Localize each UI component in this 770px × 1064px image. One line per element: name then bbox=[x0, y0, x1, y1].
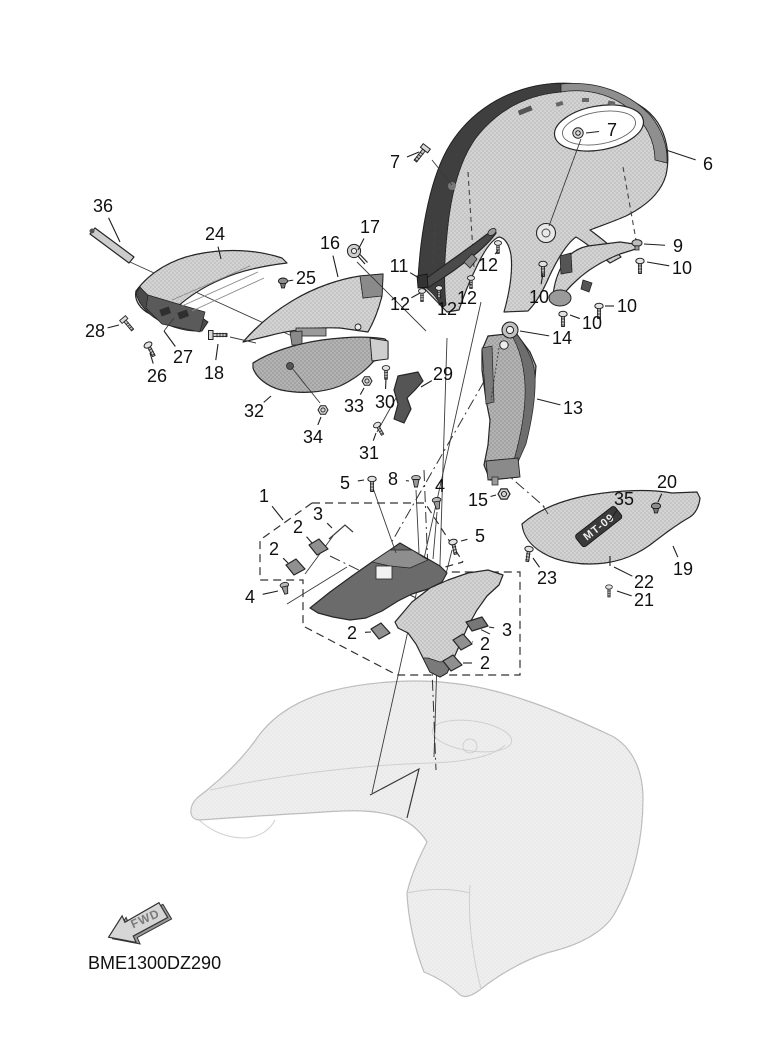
part-6-top-cover bbox=[418, 83, 668, 312]
leader-line-11 bbox=[410, 273, 419, 278]
leader-line-15 bbox=[491, 495, 496, 497]
leader-line-25 bbox=[288, 280, 293, 281]
leader-line-9 bbox=[644, 244, 665, 245]
leader-line-18 bbox=[216, 344, 218, 360]
callout-20: 20 bbox=[656, 472, 678, 492]
callout-34: 34 bbox=[302, 427, 324, 447]
callout-3: 3 bbox=[501, 620, 513, 640]
leader-line-1 bbox=[272, 506, 283, 520]
callout-30: 30 bbox=[374, 392, 396, 412]
leader-line-10 bbox=[570, 315, 580, 319]
leader-line-34 bbox=[318, 417, 321, 425]
part-18-bolt bbox=[209, 331, 228, 340]
callout-12: 12 bbox=[456, 288, 478, 308]
callout-2: 2 bbox=[292, 517, 304, 537]
callout-16: 16 bbox=[319, 233, 341, 253]
part-7-screw-b bbox=[573, 128, 583, 138]
callout-2: 2 bbox=[479, 634, 491, 654]
leader-line-2 bbox=[307, 537, 312, 543]
callout-27: 27 bbox=[172, 347, 194, 367]
part-32-under-panel bbox=[253, 337, 388, 403]
callout-36: 36 bbox=[92, 196, 114, 216]
callout-15: 15 bbox=[467, 490, 489, 510]
callout-9: 9 bbox=[672, 236, 684, 256]
callout-12: 12 bbox=[389, 294, 411, 314]
fwd-arrow bbox=[103, 898, 176, 955]
leader-line-28 bbox=[108, 325, 119, 328]
callout-21: 21 bbox=[633, 590, 655, 610]
callout-6: 6 bbox=[702, 154, 714, 174]
fuel-tank-reference bbox=[191, 681, 643, 996]
callout-4: 4 bbox=[434, 476, 446, 496]
callout-24: 24 bbox=[204, 224, 226, 244]
callout-2: 2 bbox=[268, 539, 280, 559]
callout-3: 3 bbox=[312, 504, 324, 524]
leader-line-10 bbox=[647, 262, 669, 266]
callout-32: 32 bbox=[243, 401, 265, 421]
leader-line-23 bbox=[533, 558, 540, 567]
callout-7: 7 bbox=[389, 152, 401, 172]
callout-12: 12 bbox=[477, 255, 499, 275]
leader-line-27 bbox=[164, 331, 175, 347]
leader-line-6 bbox=[666, 150, 696, 160]
part-13-side-scoop bbox=[482, 333, 536, 485]
leader-line-2 bbox=[283, 558, 288, 563]
part-19-side-cover bbox=[522, 491, 700, 566]
callout-10: 10 bbox=[528, 287, 550, 307]
callout-8: 8 bbox=[387, 469, 399, 489]
callout-13: 13 bbox=[562, 398, 584, 418]
callout-19: 19 bbox=[672, 559, 694, 579]
callout-10: 10 bbox=[671, 258, 693, 278]
part-17-screw-washer bbox=[347, 244, 367, 264]
callout-26: 26 bbox=[146, 366, 168, 386]
callout-35: 35 bbox=[613, 489, 635, 509]
callout-33: 33 bbox=[343, 396, 365, 416]
callout-4: 4 bbox=[244, 587, 256, 607]
part-25-clip bbox=[278, 278, 287, 288]
callout-10: 10 bbox=[616, 296, 638, 316]
callout-18: 18 bbox=[203, 363, 225, 383]
leader-line-17 bbox=[358, 239, 364, 250]
leader-line-19 bbox=[673, 546, 678, 557]
callout-29: 29 bbox=[432, 364, 454, 384]
part-12-screw-1 bbox=[418, 289, 425, 302]
leader-line-21 bbox=[617, 591, 632, 596]
leader-line-36 bbox=[109, 218, 120, 242]
callout-10: 10 bbox=[581, 313, 603, 333]
svg-text:FWD: FWD bbox=[128, 906, 162, 932]
part-23-screw bbox=[523, 546, 533, 562]
part-4-clip-a bbox=[432, 497, 442, 510]
callout-11: 11 bbox=[389, 256, 409, 276]
callout-5: 5 bbox=[339, 473, 351, 493]
part-10-screw-4 bbox=[636, 258, 644, 273]
svg-text:MT-09: MT-09 bbox=[581, 511, 618, 544]
part-24-top-cover-left bbox=[136, 251, 287, 332]
leader-line-22 bbox=[614, 567, 632, 576]
part-21-screw bbox=[606, 585, 613, 597]
stay-slot bbox=[376, 566, 392, 579]
leader-line-3 bbox=[327, 523, 332, 528]
callout-23: 23 bbox=[536, 568, 558, 588]
part-10-screw-2 bbox=[559, 311, 567, 326]
leader-line-5 bbox=[358, 480, 364, 481]
part-33-nut bbox=[362, 377, 372, 386]
callout-1: 1 bbox=[258, 486, 270, 506]
callout-17: 17 bbox=[359, 217, 381, 237]
part-34-nut bbox=[318, 406, 328, 415]
part-8-clip bbox=[412, 475, 421, 487]
leader-line-5 bbox=[461, 539, 467, 541]
callout-14: 14 bbox=[551, 328, 573, 348]
part-30-screw bbox=[382, 366, 390, 380]
drawing-code: BME1300DZ290 bbox=[88, 953, 222, 973]
part-12-screw-4 bbox=[494, 241, 501, 254]
callout-5: 5 bbox=[474, 526, 486, 546]
callout-12: 12 bbox=[436, 299, 458, 319]
cover-recess bbox=[537, 224, 556, 243]
part-4-clip-b bbox=[280, 582, 291, 595]
part-15-nut bbox=[498, 489, 510, 499]
callout-2: 2 bbox=[479, 653, 491, 673]
callout-28: 28 bbox=[84, 321, 106, 341]
leader-line-31 bbox=[373, 433, 376, 441]
leader-line-16 bbox=[333, 256, 338, 277]
callout-22: 22 bbox=[633, 572, 655, 592]
part-14-grommet bbox=[502, 322, 518, 338]
leader-line-14 bbox=[520, 331, 549, 336]
callout-7: 7 bbox=[606, 120, 618, 140]
leader-line-4 bbox=[263, 591, 278, 594]
leader-line-12 bbox=[411, 293, 420, 298]
part-31-screw bbox=[373, 421, 386, 437]
leader-line-3 bbox=[489, 627, 494, 628]
part-5-screw-b bbox=[448, 538, 459, 555]
callout-2: 2 bbox=[346, 623, 358, 643]
leader-line-13 bbox=[537, 399, 560, 405]
leader-line-33 bbox=[360, 388, 364, 395]
part-28-bolt bbox=[120, 316, 136, 333]
callout-31: 31 bbox=[358, 443, 380, 463]
callout-25: 25 bbox=[295, 268, 317, 288]
part-5-screw-a bbox=[368, 476, 376, 491]
leader-line-32 bbox=[264, 396, 271, 402]
